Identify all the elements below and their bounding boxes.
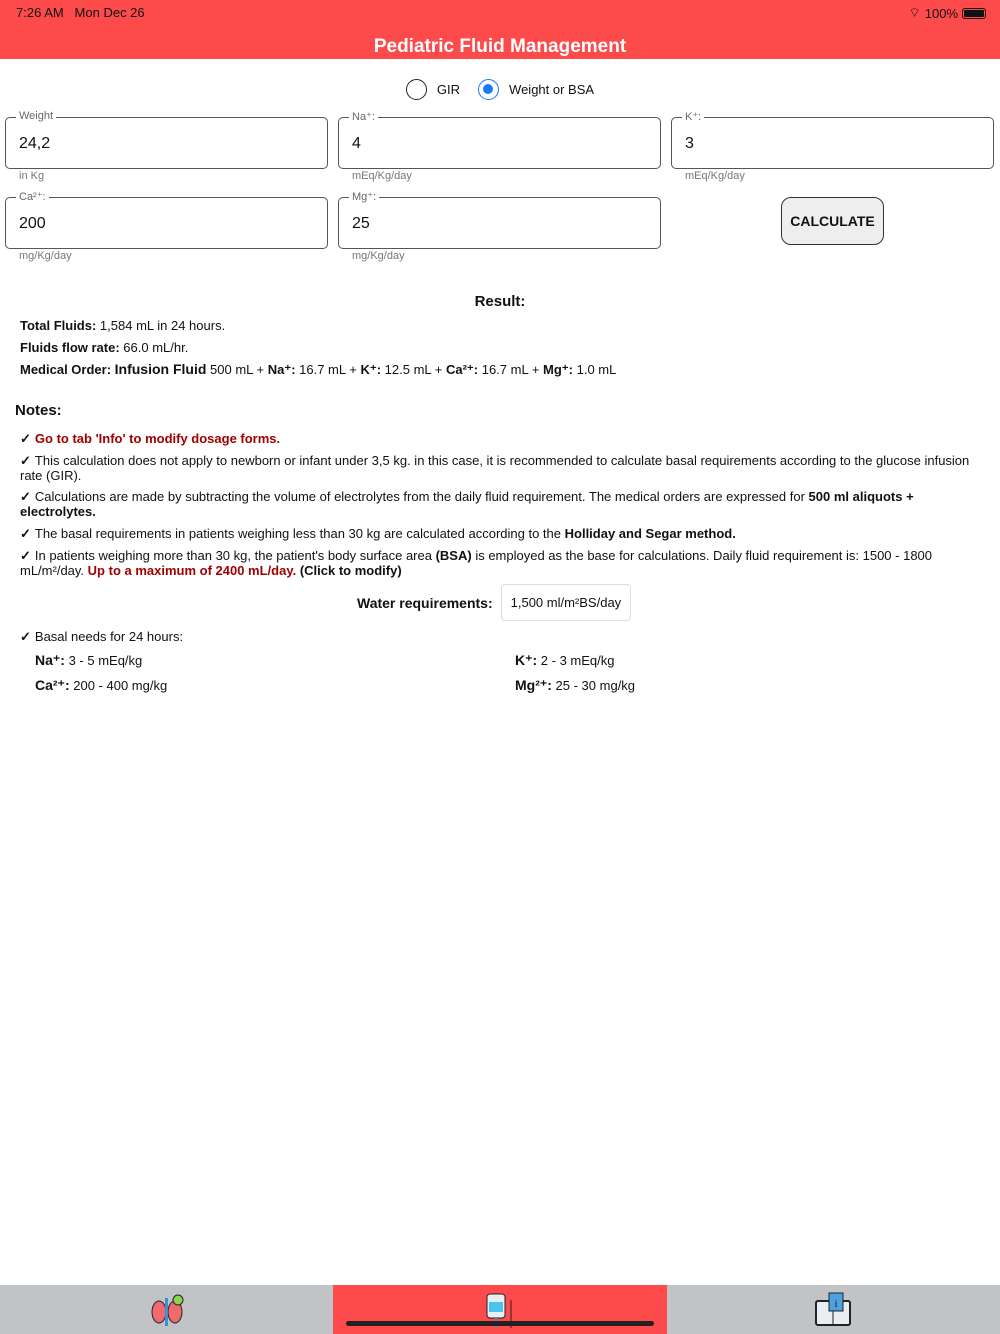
wifi-icon: ⌔ (908, 5, 921, 20)
calcium-input[interactable] (5, 191, 328, 249)
tab-kidney[interactable] (0, 1285, 333, 1334)
potassium-input[interactable] (671, 111, 994, 169)
note-calculation: ✓ Calculations are made by subtracting the volume of electrolytes from the daily fluid requirement. The medical orders are expressed for 500 ml aliquots + electrolytes. (20, 489, 914, 519)
potassium-hint: mEq/Kg/day (685, 170, 745, 182)
field-label: Weight (16, 110, 56, 122)
check-icon: ✓ (20, 431, 31, 446)
sodium-hint: mEq/Kg/day (352, 170, 412, 182)
basal-k: K⁺: 2 - 3 mEq/kg (515, 652, 615, 668)
kidney-icon (147, 1292, 187, 1328)
header (0, 0, 1000, 59)
field-value: 24,2 (19, 135, 51, 152)
tab-info[interactable] (667, 1285, 1000, 1334)
weight-input[interactable] (5, 110, 328, 169)
calculate-button[interactable]: CALCULATE (781, 197, 884, 245)
check-icon: ✓ (20, 629, 31, 644)
magnesium-input[interactable] (338, 191, 661, 249)
page-title: Pediatric Fluid Management (373, 36, 627, 57)
mode-selector (0, 79, 1000, 100)
field-value: 25 (352, 215, 370, 232)
check-icon: ✓ (20, 453, 31, 468)
home-indicator (346, 1321, 654, 1326)
check-icon: ✓ (20, 526, 31, 541)
note-bsa[interactable]: ✓ In patients weighing more than 30 kg, the patient's body surface area (BSA) is employed as the base for calculations. Daily fluid requirement is: 1500 - 1800 mL/m²/day. Up to a maximum of 2400 mL/day. (Click to modify) (20, 548, 933, 578)
check-icon: ✓ (20, 489, 31, 504)
field-label: K⁺: (682, 110, 704, 123)
calcium-hint: mg/Kg/day (19, 250, 72, 262)
radio-selected-icon (478, 79, 499, 100)
basal-mg: Mg²⁺: 25 - 30 mg/kg (515, 677, 636, 693)
field-value: 3 (685, 135, 694, 152)
field-label: Mg⁺: (349, 190, 379, 203)
sodium-input[interactable] (338, 111, 661, 169)
magnesium-hint: mg/Kg/day (352, 250, 405, 262)
field-value: 4 (352, 135, 361, 152)
basal-ca: Ca²⁺: 200 - 400 mg/kg (35, 677, 168, 693)
tab-iv-fluids[interactable] (333, 1285, 666, 1334)
tab-bar (0, 1285, 1000, 1334)
medical-order: Medical Order: Infusion Fluid 500 mL + Na⁺: 16.7 mL + K⁺: 12.5 mL + Ca²⁺: 16.7 mL + Mg⁺: 1.0 mL (20, 361, 617, 377)
status-time: 7:26 AM Mon Dec 26 (16, 5, 145, 20)
status-indicators: ⌔ 100% (909, 5, 986, 21)
check-icon: ✓ (20, 548, 31, 563)
result-heading: Result: (474, 293, 526, 310)
field-label: Ca²⁺: (16, 190, 49, 203)
field-label: Na⁺: (349, 110, 378, 123)
info-book-icon (813, 1291, 853, 1329)
note-newborn: ✓ This calculation does not apply to newborn or infant under 3,5 kg. in this case, it is recommended to calculate basal requirements according to the glucose infusion rate (GIR). (20, 453, 970, 483)
total-fluids: Total Fluids: 1,584 mL in 24 hours. (20, 318, 226, 333)
svg-text:i: i (834, 1297, 838, 1310)
radio-circle-icon (406, 79, 427, 100)
radio-label: Weight or BSA (509, 82, 595, 97)
basal-na: Na⁺: 3 - 5 mEq/kg (35, 652, 143, 668)
weight-hint: in Kg (19, 170, 45, 182)
note-info-tab[interactable]: ✓ Go to tab 'Info' to modify dosage forms. (20, 431, 281, 446)
radio-gir[interactable] (406, 79, 460, 100)
water-value-field[interactable]: 1,500 ml/m²BS/day (501, 584, 632, 621)
battery-icon (962, 8, 986, 19)
water-requirements (357, 584, 631, 621)
radio-label: GIR (436, 82, 461, 97)
water-label: Water requirements: (357, 594, 493, 611)
note-holliday-segar: ✓ The basal requirements in patients weighing less than 30 kg are calculated according to the Holliday and Segar method. (20, 526, 736, 541)
radio-weight-bsa[interactable] (478, 79, 594, 100)
field-value: 200 (19, 215, 46, 232)
notes-heading: Notes: (15, 402, 62, 419)
basal-heading: ✓ Basal needs for 24 hours: (20, 629, 184, 644)
flow-rate: Fluids flow rate: 66.0 mL/hr. (20, 340, 189, 355)
